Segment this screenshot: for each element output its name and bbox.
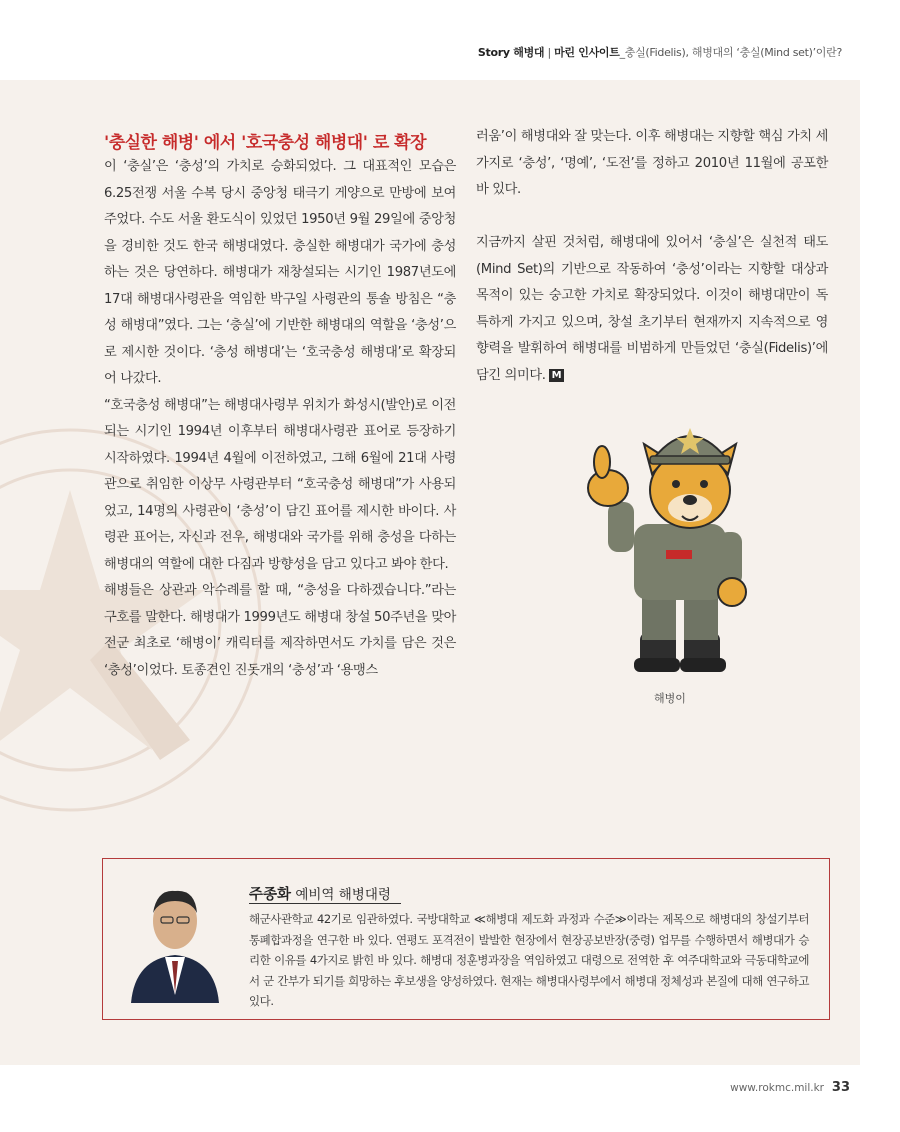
- article-column-left: [104, 154, 456, 684]
- mascot-caption: 해병이: [654, 692, 686, 705]
- article-paragraph: 러움’이 해병대와 잘 맞는다. 이후 해병대는 지향할 핵심 가치 세 가지로 ‘충성’, ‘명예’, ‘도전’를 정하고 2010년 11월에 공포한 바 있다.: [476, 129, 828, 197]
- paragraph-spacer: [476, 204, 828, 231]
- article-paragraph-text: 지금까지 살핀 것처럼, 해병대에 있어서 ‘충실’은 실천적 태도(Mind Set)의 기반으로 작동하여 ‘충성’이라는 지향할 대상과 목적이 있는 숭고한 가치로 확장되었다. 이것이 해병대만이 독특하게 가지고 있으며, 창설 초기부터 현재까지 지속적으로 영향력을 발휘하여 해병대를 비범하게 만들었던 ‘충실(Fidelis)’에 담긴 의미다.: [476, 235, 828, 383]
- article-paragraph: “호국충성 해병대”는 해병대사령부 위치가 화성시(발안)로 이전되는 시기인 1994년 이후부터 해병대사령관 표어로 등장하기 시작하였다. 1994년 4월에 이전하였고, 그해 6월에 21대 사령관으로 취임한 이상무 사령관부터 “호국충성 해병대”가 사용되었고, 14명의 사령관이 ‘충성’이 담긴 표어를 제시한 바이다. 사령관 표어는, 자신과 전우, 해병대와 국가를 위해 충성을 다하는 해병대의 역할에 대한 다짐과 방향성을 담고 있다고 봐야 한다.: [104, 397, 456, 572]
- mascot-dog-icon: [580, 404, 780, 680]
- header-divider: |: [547, 46, 551, 59]
- section-heading: '충실한 해병' 에서 '호국충성 해병대' 로 확장: [104, 133, 427, 153]
- article-paragraph: 이 ‘충실’은 ‘충성’의 가치로 승화되었다. 그 대표적인 모습은 6.25전쟁 서울 수복 당시 중앙청 태극기 게양으로 만방에 보여주었다. 수도 서울 환도식이 있었던 1950년 9월 29일에 중앙청을 경비한 것도 한국 해병대였다. 충실한 해병대가 국가에 충성하는 것은 당연하다. 해병대가 재창설되는 시기인 1987년도에 17대 해병대사령관을 역임한 박구일 사령관의 통솔 방침은 “충성 해병대”였다. 그는 ‘충실’에 기반한 해병대의 역할을 ‘충성’으로 제시한 것이다. ‘충성 해병대’는 ‘호국충성 해병대’로 확장되어 나갔다.: [104, 159, 456, 386]
- end-mark-icon: M: [549, 369, 565, 382]
- author-bio-box: [102, 858, 830, 1020]
- article-paragraph-last: [476, 230, 828, 389]
- author-bio-text: 해군사관학교 42기로 임관하였다. 국방대학교 ≪해병대 제도화 과정과 수준≫이라는 제목으로 해병대의 창설기부터 통폐합과정을 연구한 바 있다. 연평도 포격전이 발발한 현장에서 현장공보반장(중령) 업무를 수행하면서 해병대가 승리한 이유를 4가지로 밝힌 바 있다. 해병대 정훈병과장을 역임하였고 대령으로 전역한 후 여주대학교와 극동대학교에서 군 간부가 되기를 희망하는 후보생을 양성하였다. 현재는 해병대사령부에서 해병대 정체성과 본질에 대해 연구하고 있다.: [249, 912, 809, 1009]
- author-name-underline: [249, 903, 401, 904]
- author-portrait-icon: [125, 877, 225, 1003]
- article-column-right: [476, 124, 828, 389]
- article-paragraph: 해병들은 상관과 악수례를 할 때, “충성을 다하겠습니다.”라는 구호를 말한다. 해병대가 1999년도 해병대 창설 50주년을 맞아 전군 최초로 ‘해병이’ 캐릭터를 제작하면서도 가치를 담은 것은 ‘충성’이었다. 토종견인 진돗개의 ‘충성’과 ‘용맹스: [104, 583, 456, 678]
- page-header: [478, 44, 842, 60]
- footer-url: www.rokmc.mil.kr: [730, 1082, 824, 1094]
- author-name-line: [249, 883, 391, 904]
- page-number: 33: [831, 1080, 850, 1095]
- header-subtitle: _충실(Fidelis), 해병대의 ‘충실(Mind set)’이란?: [619, 46, 842, 59]
- author-name: 주종화: [249, 887, 292, 903]
- author-title: 예비역 해병대령: [295, 887, 391, 903]
- header-section: Story 해병대: [477, 46, 545, 59]
- header-series: 마린 인사이트: [554, 46, 620, 59]
